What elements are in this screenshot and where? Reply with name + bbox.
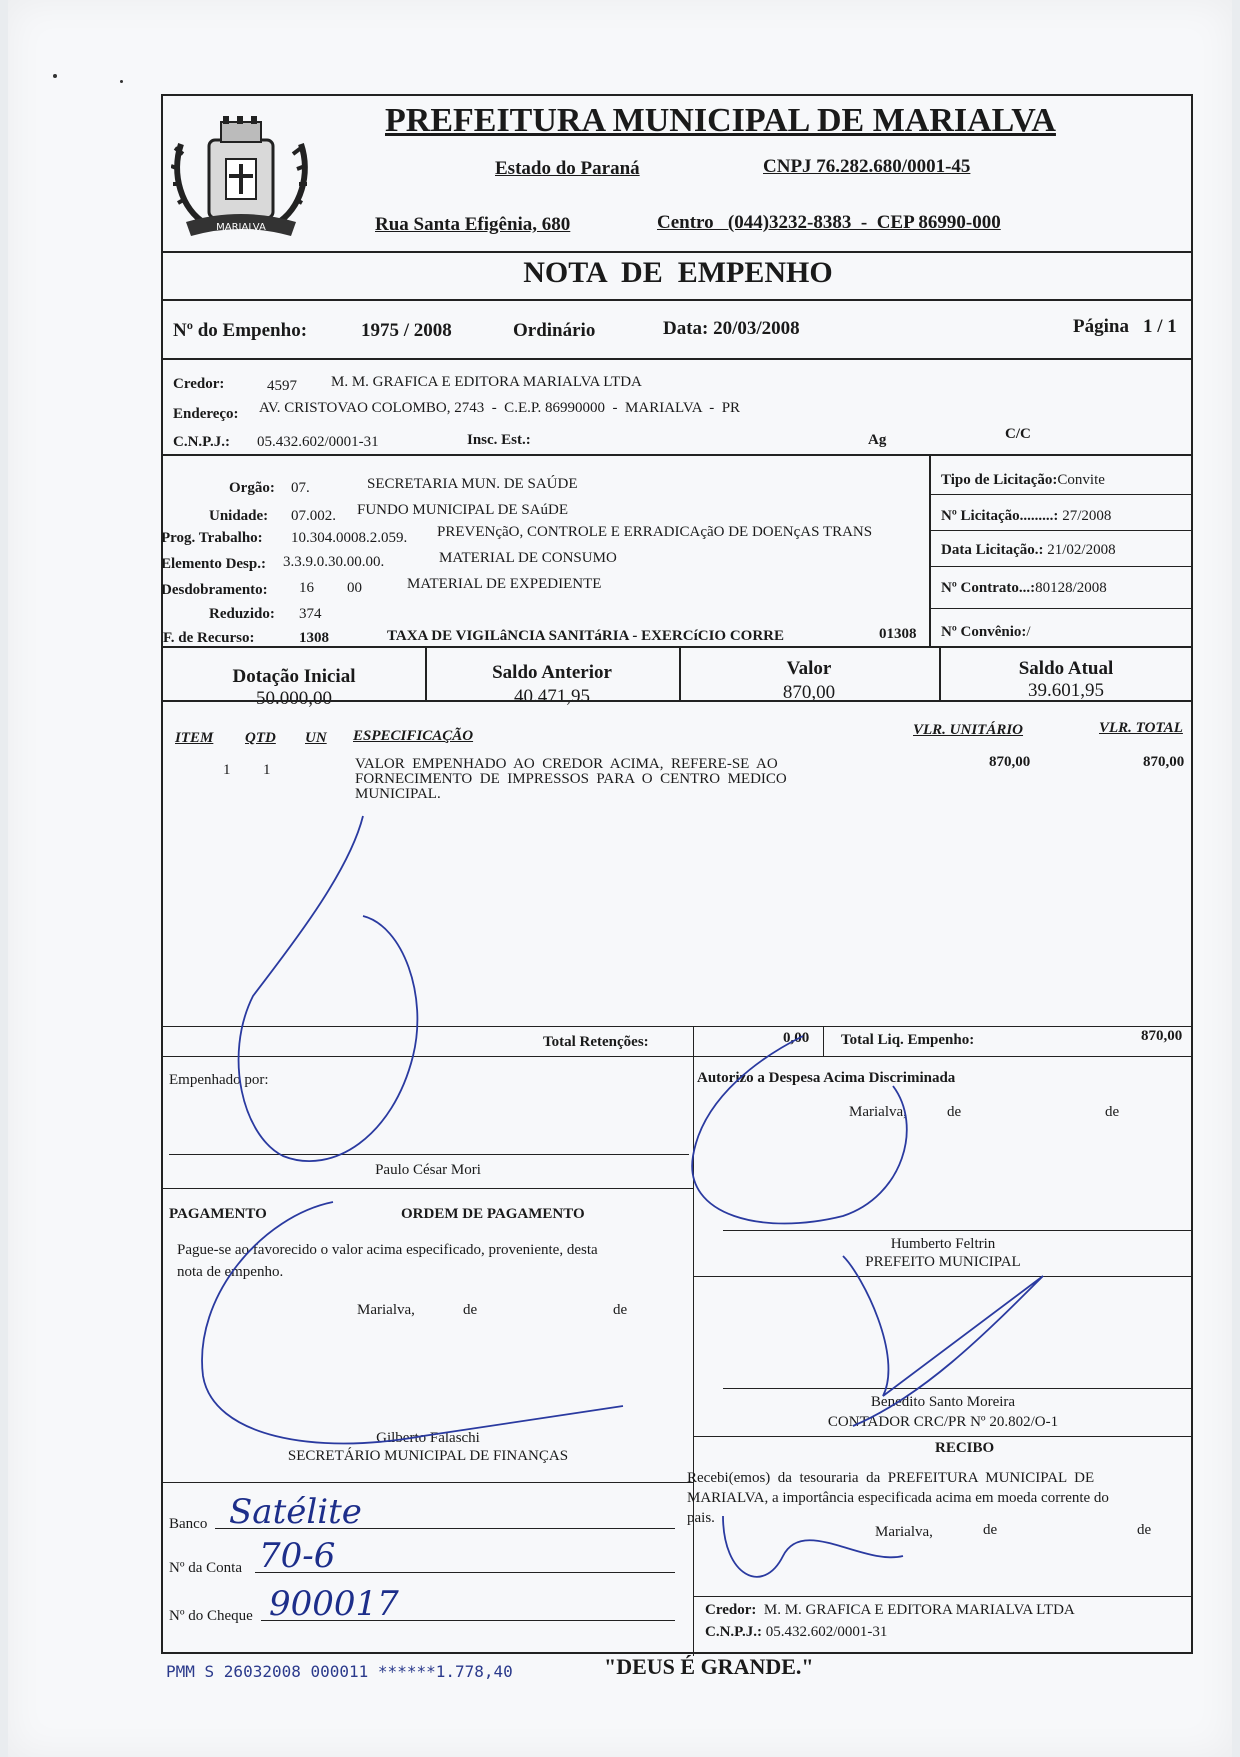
page-number: 1 / 1 <box>1143 316 1177 337</box>
prefeitura-title: PREFEITURA MUNICIPAL DE MARIALVA <box>385 102 1056 139</box>
prefeito-name: Humberto Feltrin <box>890 1236 996 1252</box>
recibo-text-1: Recebi(emos) da tesouraria da PREFEITURA MUNICIPAL DE <box>687 1470 1095 1486</box>
credor-label: Credor: <box>173 376 225 392</box>
col-especificacao: ESPECIFICAÇÃO <box>353 728 474 744</box>
account-label: C/C <box>1005 426 1031 442</box>
recurso-name: TAXA DE VIGILâNCIA SANITáRIA - EXERCíCIO CORRE <box>387 628 785 644</box>
empenho-type: Ordinário <box>513 320 596 341</box>
desdobramento-label: Desdobramento: <box>161 582 268 598</box>
recibo-cnpj: C.N.P.J.: 05.432.602/0001-31 <box>705 1624 888 1640</box>
recibo-title: RECIBO <box>935 1440 995 1456</box>
page-label: Página <box>1073 316 1129 337</box>
municipal-crest-icon <box>171 114 311 244</box>
saldo-anterior-value: 40.471,95 <box>514 686 590 707</box>
recibo-credor: Credor: M. M. GRAFICA E EDITORA MARIALVA LTDA <box>705 1602 1075 1618</box>
recibo-de-2: de <box>1137 1522 1152 1538</box>
pagamento-label: PAGAMENTO <box>169 1206 267 1222</box>
orgao-name: SECRETARIA MUN. DE SAÚDE <box>367 476 578 492</box>
prefeito-role: PREFEITO MUNICIPAL <box>865 1254 1021 1270</box>
saldo-anterior-label: Saldo Anterior <box>492 662 612 683</box>
numero-contrato: Nº Contrato...:80128/2008 <box>941 580 1107 596</box>
secretario-role: SECRETÁRIO MUNICIPAL DE FINANÇAS <box>287 1448 569 1464</box>
valor-label: Valor <box>786 658 832 679</box>
desdobramento-code: 16 <box>299 580 314 596</box>
credor-name: M. M. GRAFICA E EDITORA MARIALVA LTDA <box>331 374 642 390</box>
street-address: Rua Santa Efigênia, 680 <box>375 214 571 235</box>
pagamento-de-1: de <box>463 1302 478 1318</box>
autorizo-de-2: de <box>1105 1104 1120 1120</box>
total-retencoes-value: 0,00 <box>783 1030 810 1046</box>
empenho-number: 1975 / 2008 <box>361 320 452 341</box>
autorizo-city: Marialva, <box>849 1104 907 1120</box>
credor-code: 4597 <box>267 378 297 394</box>
orgao-code: 07. <box>291 480 310 496</box>
empenho-date: Data: 20/03/2008 <box>663 318 800 339</box>
district-phone-cep: Centro (044)3232-8383 - CEP 86990-000 <box>657 212 1001 233</box>
footer-motto: "DEUS É GRANDE." <box>604 1654 814 1679</box>
dotacao-value: 50.000,00 <box>256 688 332 709</box>
dotacao-label: Dotação Inicial <box>232 666 356 687</box>
total-liquido-value: 870,00 <box>1141 1028 1183 1044</box>
col-item: ITEM <box>175 730 214 746</box>
secretario-name: Gilberto Falaschi <box>376 1430 480 1446</box>
item-spec: VALOR EMPENHADO AO CREDOR ACIMA, REFERE-SE AO FORNECIMENTO DE IMPRESSOS PARA O CENTRO MEDICO MUNICIPAL. <box>355 756 787 802</box>
contador-name: Benedito Santo Moreira <box>870 1394 1016 1410</box>
unidade-label: Unidade: <box>209 508 269 524</box>
recibo-text-2: MARIALVA, a importância especificada acima em moeda corrente do <box>687 1490 1109 1506</box>
col-un: UN <box>305 730 327 746</box>
recurso-label: F. de Recurso: <box>163 630 255 646</box>
valor-value: 870,00 <box>782 682 836 703</box>
prog-trabalho-name: PREVENçãO, CONTROLE E ERRADICAçãO DE DOENçAS TRANS <box>437 524 873 540</box>
signature-stroke <box>202 1202 623 1444</box>
recurso-ref: 01308 <box>879 626 917 642</box>
elemento-label: Elemento Desp.: <box>161 556 266 572</box>
paper-sheet <box>8 0 1232 1757</box>
autorizo-label: Autorizo a Despesa Acima Discriminada <box>697 1070 956 1086</box>
total-liquido-label: Total Liq. Empenho: <box>841 1032 975 1048</box>
prog-trabalho-label: Prog. Trabalho: <box>161 530 263 546</box>
cheque-label: Nº do Cheque <box>169 1608 253 1624</box>
pagamento-text-2: nota de empenho. <box>177 1264 284 1280</box>
signature-stroke <box>239 816 418 1161</box>
credor-address: AV. CRISTOVAO COLOMBO, 2743 - C.E.P. 86990000 - MARIALVA - PR <box>259 400 741 416</box>
svg-text:MARIALVA: MARIALVA <box>216 222 266 233</box>
recibo-city: Marialva, <box>875 1524 933 1540</box>
item-qtd: 1 <box>263 762 271 778</box>
speck-mark <box>53 74 57 78</box>
empenhado-name: Paulo César Mori <box>375 1162 481 1178</box>
desdobramento-name: MATERIAL DE EXPEDIENTE <box>407 576 602 592</box>
tipo-licitacao: Tipo de Licitação:Convite <box>941 472 1105 488</box>
nota-de-empenho-form <box>161 94 1193 1654</box>
credor-cnpj-label: C.N.P.J.: <box>173 434 230 450</box>
signature-stroke <box>692 1036 907 1224</box>
col-qtd: QTD <box>245 730 276 746</box>
item-unit-value: 870,00 <box>989 754 1031 770</box>
insc-est-label: Insc. Est.: <box>467 432 531 448</box>
recurso-code: 1308 <box>299 630 329 646</box>
reduzido-label: Reduzido: <box>209 606 275 622</box>
recibo-de-1: de <box>983 1522 998 1538</box>
pagamento-de-2: de <box>613 1302 628 1318</box>
numero-convenio: Nº Convênio:/ <box>941 624 1031 640</box>
conta-value: 70-6 <box>259 1536 336 1576</box>
empenho-number-label: Nº do Empenho: <box>173 320 308 341</box>
prog-trabalho-code: 10.304.0008.2.059. <box>291 530 408 546</box>
speck-mark <box>120 80 123 83</box>
col-vlr-unitario: VLR. UNITÁRIO <box>913 722 1024 738</box>
item-number: 1 <box>223 762 231 778</box>
reduzido-value: 374 <box>299 606 322 622</box>
saldo-atual-value: 39.601,95 <box>1028 680 1104 701</box>
pagamento-text-1: Pague-se ao favorecido o valor acima especificado, proveniente, desta <box>177 1242 598 1258</box>
state-name: Estado do Paraná <box>495 158 640 179</box>
prefeitura-cnpj: CNPJ 76.282.680/0001-45 <box>763 156 971 177</box>
elemento-code: 3.3.9.0.30.00.00. <box>283 554 385 570</box>
agency-label: Ag <box>868 432 887 448</box>
unidade-name: FUNDO MUNICIPAL DE SAúDE <box>357 502 568 518</box>
data-licitacao: Data Licitação.: 21/02/2008 <box>941 542 1116 558</box>
col-vlr-total: VLR. TOTAL <box>1099 720 1183 736</box>
contador-role: CONTADOR CRC/PR Nº 20.802/O-1 <box>827 1414 1059 1430</box>
banco-label: Banco <box>169 1516 208 1532</box>
unidade-code: 07.002. <box>291 508 336 524</box>
desdobramento-sub: 00 <box>347 580 362 596</box>
total-retencoes-label: Total Retenções: <box>543 1034 649 1050</box>
footer-stamp: PMM S 26032008 000011 ******1.778,40 <box>166 1662 513 1681</box>
credor-cnpj: 05.432.602/0001-31 <box>257 434 379 450</box>
orgao-label: Orgão: <box>229 480 275 496</box>
empenhado-label: Empenhado por: <box>169 1072 269 1088</box>
address-label: Endereço: <box>173 406 239 422</box>
saldo-atual-label: Saldo Atual <box>1018 658 1114 679</box>
cheque-value: 900017 <box>269 1584 399 1624</box>
recibo-text-3: pais. <box>687 1510 715 1526</box>
ordem-pagamento-label: ORDEM DE PAGAMENTO <box>401 1206 585 1222</box>
numero-licitacao: Nº Licitação.........: 27/2008 <box>941 508 1112 524</box>
document-title: NOTA DE EMPENHO <box>523 256 833 289</box>
pagamento-city: Marialva, <box>357 1302 415 1318</box>
autorizo-de-1: de <box>947 1104 962 1120</box>
item-total-value: 870,00 <box>1143 754 1185 770</box>
elemento-name: MATERIAL DE CONSUMO <box>439 550 617 566</box>
conta-label: Nº da Conta <box>169 1560 242 1576</box>
banco-value: Satélite <box>229 1492 362 1532</box>
